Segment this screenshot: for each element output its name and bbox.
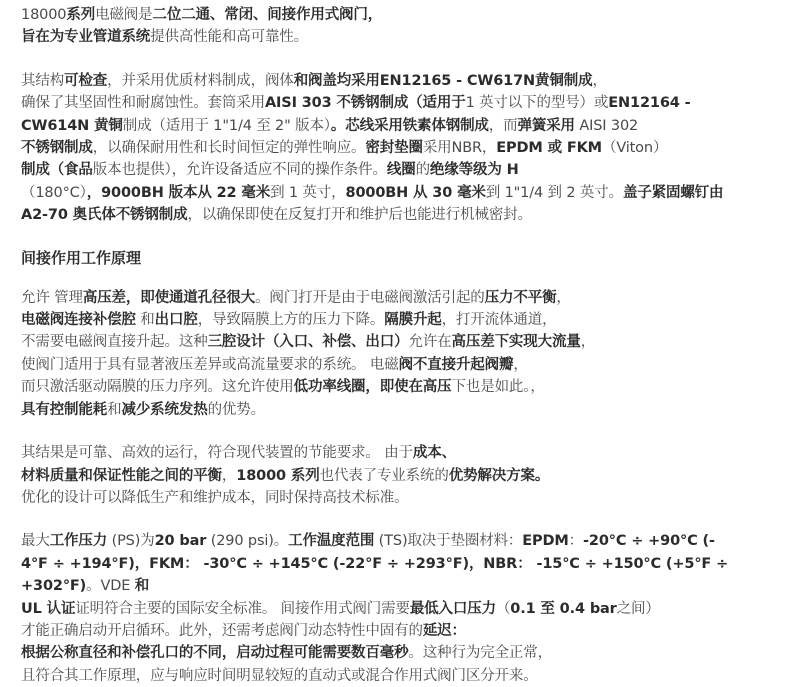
text-run: ， (221, 467, 237, 484)
text-run: 其结果是可靠、高效的运行，符合现代装置的节能要求。 由于 (21, 445, 413, 462)
text-run: ， (580, 334, 596, 351)
bold-text-run: 二位二通、常闭、间接作用式阀门， (152, 7, 383, 23)
text-run: 。VDE (86, 578, 135, 595)
text-run: （ (495, 600, 511, 617)
bold-text-run: 系列 (66, 7, 96, 23)
bold-text-run: 和阀盖均采用EN12165 - CW617N黄铜制成 (293, 72, 593, 89)
bold-text-run: EPDM 或 FKM (496, 140, 602, 157)
bold-text-run: 材料质量和保证性能之间的平衡 (21, 467, 222, 484)
text-run: （Viton） (601, 140, 668, 157)
bold-text-run: 减少系统发热 (121, 401, 208, 418)
bold-text-run: 4°F ÷ +194°F)， (21, 555, 150, 572)
text-run: (TS)取决于垫圈材料： (374, 533, 523, 550)
bold-text-run: 电磁阀连接补偿腔 (21, 312, 136, 329)
text-run: 采用NBR， (422, 140, 497, 157)
text-run: (290 psi)。 (206, 533, 289, 550)
text-run: ， (556, 289, 571, 306)
bold-text-run: 18000 系列 (236, 467, 320, 484)
bold-text-run: 旨在为专业管道系统 (21, 29, 151, 46)
section-heading-indirect-principle (21, 247, 791, 269)
text-run: ，并采用优质材料制成，阀体 (107, 72, 294, 89)
text-run: 之间） (616, 600, 660, 617)
bold-text-run: A2-70 奥氏体不锈钢制成 (21, 207, 188, 224)
text-run: 不需要电磁阀直接升起。这种 (21, 334, 208, 351)
bold-text-run: 出口腔 (154, 312, 198, 329)
text-run: 且符合其工作原理，应与响应时间明显较短的直动式或混合作用式阀门区分开来。 (21, 667, 538, 684)
bold-text-run: AISI 303 不锈钢制成（适用于 (264, 95, 466, 112)
bold-text-run: 根据公称直径和补偿孔口的不同，启动过程可能需要数百毫秒 (21, 645, 409, 662)
text-run: 的 (415, 162, 430, 179)
text-run: ，允许设备适应不同的操作条件。 (171, 162, 387, 179)
bold-text-run: EN12164 - (608, 95, 691, 112)
bold-text-run: 高压差，即使通道孔径很大 (82, 289, 256, 306)
bold-text-run: NBR： (483, 555, 532, 572)
bold-text-run: 压力不平衡 (484, 289, 557, 306)
text-run: 制成（适用于 1"1/4 至 2" 版本） (122, 117, 331, 134)
bold-text-run: 延迟： (422, 622, 466, 639)
bold-text-run: 不锈钢制成 (21, 140, 93, 157)
bold-text-run: 阀不直接升起阀瓣 (398, 356, 514, 373)
bold-text-run: 。芯线采用铁素体钢制成 (330, 117, 489, 134)
text-run: ， (513, 356, 528, 373)
bold-text-run: 隔膜升起 (384, 312, 442, 329)
bold-text-run: 制成（食品 (21, 162, 93, 179)
document-body (21, 4, 791, 687)
text-run: 。这种行为完全正常， (408, 645, 552, 662)
text-run: ，以确保耐用性和长时间恒定的弹性响应。 (92, 140, 366, 157)
bold-text-run: ，9000BH 版本从 22 毫米 (86, 184, 271, 201)
text-run: ，而 (488, 117, 518, 134)
text-run: 确保了其坚固性和耐腐蚀性。套筒采用 (21, 95, 265, 112)
text-run: 下也是如此。， (451, 379, 545, 396)
bold-text-run: 优势解决方案。 (448, 467, 550, 484)
bold-text-run: FKM： (149, 555, 199, 572)
bold-text-run: 盖子紧固螺钉由 (622, 184, 724, 201)
result-paragraph (21, 442, 791, 509)
text-run: ，以确保即使在反复打开和维护后也能进行机械密封。 (187, 207, 532, 224)
bold-text-run: 具有控制能耗 (21, 401, 108, 418)
text-run: ： (568, 533, 584, 550)
bold-text-run: EPDM (522, 533, 569, 550)
text-run: 而只激活驱动隔膜的压力序列。这允许使用 (21, 379, 294, 396)
text-run: 最大 (21, 533, 50, 550)
text-run: 1 英寸以下的型号）或 (465, 95, 609, 112)
bold-text-run: -20°C ÷ +90°C (- (583, 533, 715, 550)
text-run: 的优势。 (207, 401, 265, 418)
text-run: ，导致隔膜上方的压力下降。 (197, 312, 385, 329)
specs-paragraph (21, 530, 791, 687)
bold-text-run: 20 bar (154, 533, 207, 550)
bold-text-run: 密封垫圈 (365, 140, 423, 157)
bold-text-run: 工作压力 (49, 533, 108, 550)
bold-text-run: 线圈 (386, 162, 416, 179)
text-run: 。阀门打开是由于电磁阀激活引起的 (255, 289, 485, 306)
text-run: 允许 管理 (21, 289, 83, 306)
text-run: 其结构 (21, 72, 65, 89)
text-run: 证明符合主要的国际安全标准。 间接作用式阀门需要 (75, 600, 410, 617)
bold-text-run: 绝缘等级为 H (429, 162, 519, 179)
text-run: ，打开流体通道， (441, 312, 557, 329)
text-run: （180°C） (21, 184, 87, 201)
bold-text-run: 高压差下实现大流量 (451, 334, 581, 351)
bold-text-run: 最低入口压力 (409, 600, 496, 617)
bold-text-run: 三腔设计（入口、补偿、出口） (207, 334, 409, 351)
construction-paragraph (21, 70, 791, 227)
text-run: 允许在 (408, 334, 452, 351)
text-run: 电磁阀是 (95, 7, 153, 23)
principle-paragraph (21, 287, 791, 421)
text-run: 使阀门适用于具有显著液压差异或高流量要求的系统。 电磁 (21, 356, 399, 373)
text-run: 和 (135, 312, 155, 329)
bold-text-run: -15°C ÷ +150°C (+5°F ÷ +302°F) (21, 555, 729, 595)
bold-text-run: -30°C ÷ +145°C (-22°F ÷ +293°F)， (198, 555, 484, 572)
text-run: AISI 302 (574, 117, 639, 134)
text-run: 版本也提供） (92, 162, 172, 179)
text-run: 和 (107, 401, 122, 418)
bold-text-run: 弹簧采用 (517, 117, 575, 134)
bold-text-run: 0.1 至 0.4 bar (510, 600, 617, 617)
bold-text-run: 可检查 (64, 72, 108, 89)
text-run: ， (592, 72, 607, 89)
text-run: 到 1 英寸， (270, 184, 346, 201)
intro-paragraph (21, 4, 791, 49)
text-run: 也代表了专业系统的 (319, 467, 449, 484)
bold-text-run: 成本、 (412, 445, 456, 462)
text-run: 18000 (21, 7, 67, 23)
bold-text-run: 和 (134, 578, 150, 595)
bold-text-run: UL 认证 (21, 600, 76, 617)
text-run: 提供高性能和高可靠性。 (150, 29, 309, 46)
bold-text-run: 工作温度范围 (288, 533, 375, 550)
bold-text-run: 低功率线圈，即使在高压 (293, 379, 452, 396)
bold-text-run: 8000BH 从 30 毫米 (345, 184, 486, 201)
text-run: (PS)为 (107, 533, 155, 550)
bold-text-run: CW614N 黄铜 (21, 117, 123, 134)
bold-text-run: 间接作用工作原理 (21, 248, 142, 267)
text-run: 才能正确启动开启循环。此外，还需考虑阀门动态特性中固有的 (21, 622, 423, 639)
text-run: 到 1"1/4 到 2 英寸。 (485, 184, 623, 201)
text-run: 优化的设计可以降低生产和维护成本，同时保持高技术标准。 (21, 489, 409, 506)
